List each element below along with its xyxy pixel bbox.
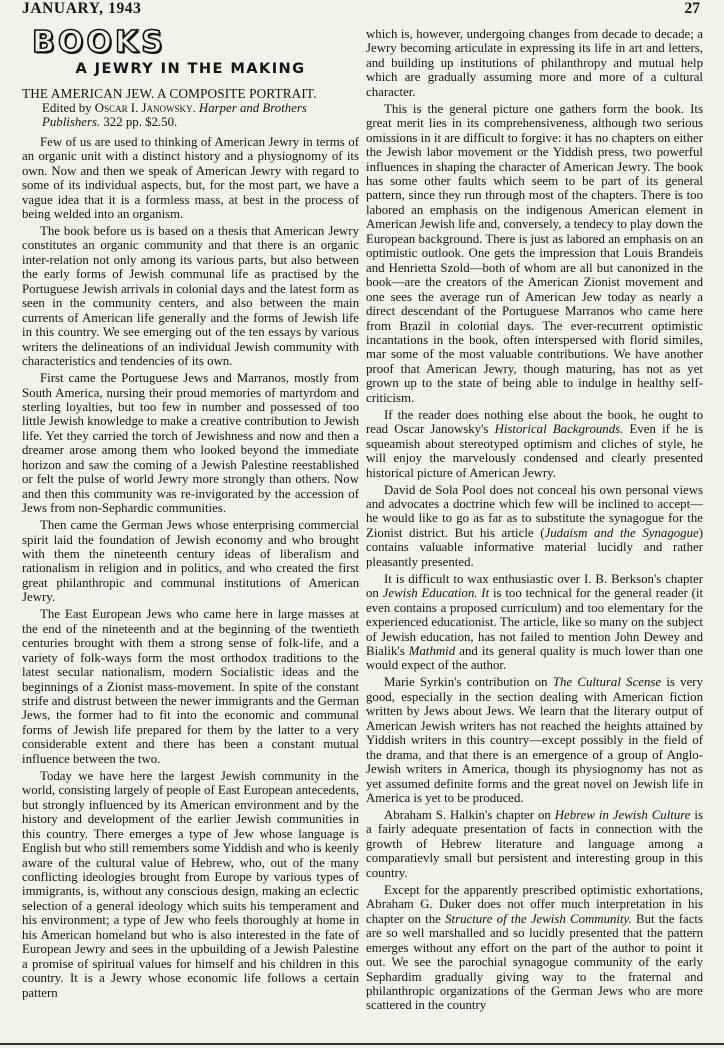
paragraph: The book before us is based on a thesis that American Jewry constitutes an organic community and that there is an organic inter-relation not only among its various parts, but also between the early forms of Jewish communal life as practised by the Portuguese Jewish arrivals in colonial days and the latest form as seen in the community centers, and also between the main currents of American life generally and the forms of Jewish life in this country. We see emerging out of the ten essays by various writers the delineations of an individual Jewish community with characteristics and tendencies of its own. [22,224,359,369]
paragraph [366,483,703,570]
text-run: is too technical for the general reader (it even contains a proposed curriculum) and too elementary for the experienced educationist. The article, like so many on the subject of Jewish education, has not failed to mention John Dewey and Bialik's [366,586,704,659]
left-column [22,27,359,1003]
text-run: Even if he is squeamish about stereotyped optimism and cliches of style, he will enjoy the marvelously condensed and clearly presented historical picture of American Jewry. [366,422,703,480]
book-publisher: Harper and Brothers Publishers. [42,101,307,130]
page-number: 27 [684,0,700,17]
paragraph: Then came the German Jews whose enterprising commercial spirit laid the foundation of Jewish economy and who brought with them the nineteenth century ideas of liberalism and rationalism in religion and in politics, and who created the first great philanthropic and communal institutions of American Jewry. [22,518,359,605]
paragraph: This is the general picture one gathers form the book. Its great merit lies in its comprehensiveness, although two serious omissions in it are difficult to forgive: it has no chapters on either the Jewish labor movement or the Yiddish press, two powerful influences in shaping the character of American Jewry. The book has some other faults which seem to be part of its general pattern, since they run through most of the chapters. There is too labored an emphasis on the indigenous American element in American Jewish life and, conversely, a tendecy to play down the European background. There is just as labored an emphasis on an optimistic outlook. One gets the impression that Louis Brandeis and Henrietta Szold—both of whom are all but canonized in the book—are the creators of the American Zionist movement and one sees the average run of American Jew today as nearly a direct descendant of the Portuguese Marranos who came here from Brazil in colonial days. The ever-recurrent optimistic incantations in the book, often interspersed with florid similes, mar some of the most valuable contributions. We have another proof that American Jewry, though maturing, has not as yet grown up to the state of being able to indulge in healthy self-criticism. [366,101,703,405]
paragraph [366,883,703,1013]
italic-title: Jewish Education. [382,586,478,601]
issue-date: JANUARY, 1943 [22,0,142,17]
paragraph [366,675,703,805]
text-run: David de Sola Pool does not conceal his own personal views and advocates a doctrine which few will be inclined to accept—he would like to go as far as to substitute the synagogue for the Zionist district. But his article ( [366,482,703,540]
book-meta: Edited by Oscar I. Janowsky. Harper and Brothers Publishers. 322 pp. $2.50. [42,101,307,130]
italic-title: Mathmid [408,644,456,659]
book-editor: Oscar I. Janowsky [94,101,193,115]
running-header [0,0,724,18]
right-column [366,27,703,1015]
text-run: But the facts are so well marshalled and so lucidly presented that the pattern emerges without any effort on the part of the author to point it out. We see the parochial synagogue community of the early Sephardim gradually giving way to the fraternal and philanthropic organizations of the German Jews who are more scattered in the country [366,911,703,1013]
paragraph [366,808,703,880]
text-run: Abraham S. Halkin's chapter on [384,808,555,823]
text-run: ) contains valuable informative material lucidly and rather pleasantly presented. [366,525,703,569]
review-title: A JEWRY IN THE MAKING [75,60,306,77]
book-title: THE AMERICAN JEW. A COMPOSITE PORTRAIT. [22,86,317,101]
italic-title: Historical Backgrounds. [494,422,624,437]
italic-text: It [477,586,490,601]
paragraph-continuation: which is, however, undergoing changes from decade to decade; a Jewry becoming articulate in expressing its life in art and letters, and building up institutions of philanthropy and mutual help which are gradually assuming more and more of a cultural character. [366,27,703,99]
italic-title: The Cultural Scense [552,675,662,690]
text-run: If the reader does nothing else about the book, he ought to read Oscar Janowsky's [366,407,703,437]
books-heading: BOOKS [32,25,166,60]
text-run: is a fairly adequate presentation of facts in connection with the growth of Hebrew literature and language among a comparatievly small but persistent and interesting group in this country. [366,808,703,880]
paragraph [366,572,703,673]
text-run: Marie Syrkin's contribution on [384,675,553,690]
italic-title: Judaism and the Synagogue [544,525,699,540]
paragraph: First came the Portuguese Jews and Marranos, mostly from South America, nursing their proud memories of martyrdom and sterling loyalties, but too few in number and possessed of too little Jewish knowledge to make a creative contribution to Jewish life. Yet they carried the torch of Jewishness and now and then a dreamer arose among them who looked beyond the immediate horizon and saw the coming of a Jewish Palestine reestablished or felt the pulse of world Jewry more strongly than others. Now and then this community was re-invigorated by the accession of Jews from non-Sephardic communities. [22,371,359,516]
bottom-rule [0,1043,724,1045]
paragraph: The East European Jews who came here in large masses at the end of the nineteenth and at the beginning of the twentieth centuries brought with them a strong sense of folk-life, and a variety of folk-ways form the most orthodox traditions to the latest secular nationalism, modern Socialistic ideas and the beginnings of a Zionist mass-movement. In spite of the constant strife and distrust between the newer immigrants and the German Jews, the former had to fit into the economic and communal forms of Jewish life prepared for them by the latter to a very considerable extent and there has been a constant mutual influence between the two. [22,607,359,766]
italic-title: Hebrew in Jewish Culture [554,808,691,823]
text-run: Except for the apparently prescribed optimistic exhortations, Abraham G. Duker does not offer much interpretation in his chapter on the [366,882,703,926]
text-run: and its general quality is much lower than one would expect of the author. [366,644,704,673]
book-pages-price: 322 pp. $2.50. [100,115,178,130]
paragraph: Few of us are used to thinking of American Jewry in terms of an organic unit with a distinct history and a physiognomy of its own. Now and then we speak of American Jewry with regard to some of its individual aspects, but, for the most part, we have a vague idea that it is a formless mass, at best in the process of being welded into an organism. [22,134,359,222]
text-run: is very good, especially in the section dealing with American fiction written by Jews about Jews. We learn that the literary output of American Jewish writers has not reached the heights attained by Yiddish writers in this country—except possibly in the field of the drama, and that there is an emergence of a group of Anglo-Jewish writers in America, though its physiognomy has not as yet assumed definite forms and the great novel on Jewish life in America is yet to be produced. [366,675,703,806]
paragraph [366,408,703,480]
italic-title: Structure of the Jewish Community. [445,911,632,926]
edited-prefix: Edited by [42,101,95,115]
paragraph: Today we have here the largest Jewish community in the world, consisting largely of people of East European antecedents, but strongly influenced by its American environment and by the history and development of the earlier Jewish communities in this country. There emerges a type of Jew whose language is English but who still remembers some Yiddish and who is keenly aware of the cultural value of Hebrew, who, out of the many conflicting ideologies brought from Europe by various types of immigrants, is, without any conscious design, making an eclectic selection of a general ideology which suits his temperament and his environment; a type of Jew who feels thoroughly at home in his American homeland but who is also interested in the fate of European Jewry and sees in the upbuilding of a Jewish Palestine a promise of spiritual values for himself and his children in this country. It is a Jewry whose economic life follows a certain pattern [22,768,359,1000]
text-run: It is difficult to wax enthusiastic over I. B. Berkson's chapter on [366,571,703,601]
